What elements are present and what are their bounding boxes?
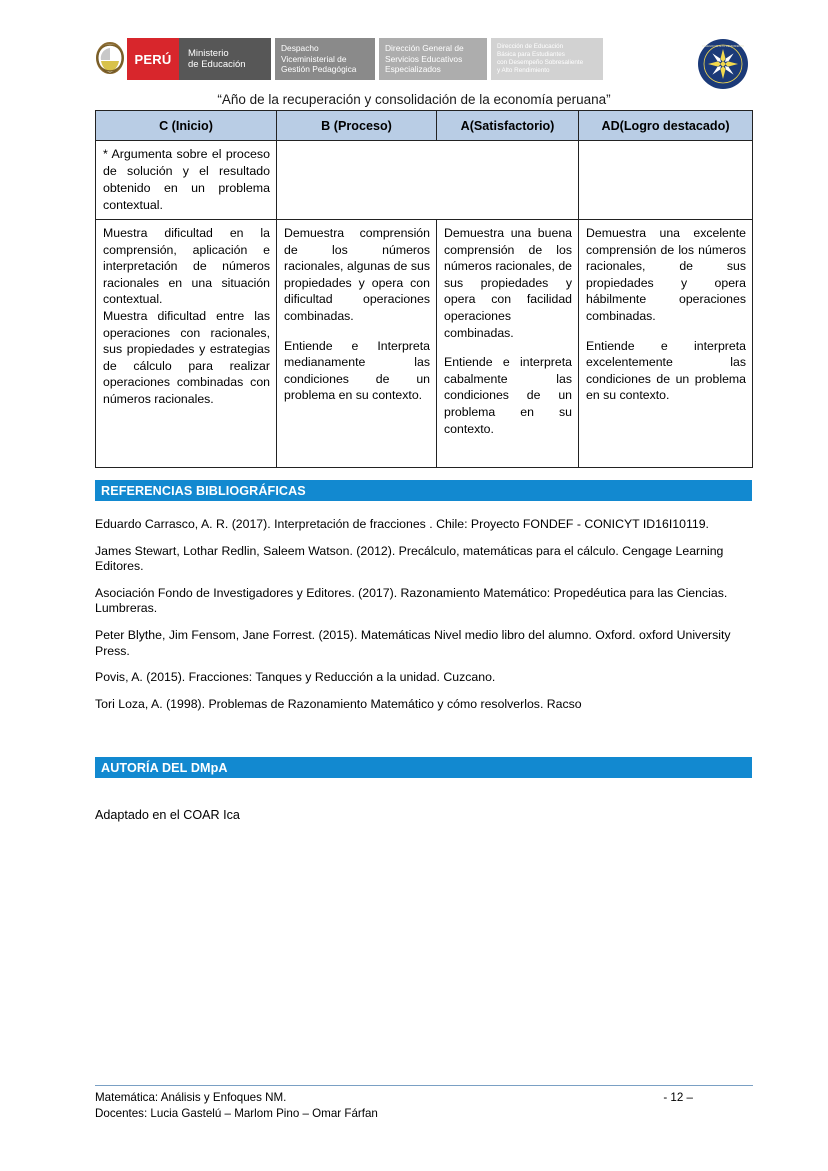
level-paragraph: Demuestra comprensión de los números racionales, algunas de sus propiedades y opera con dificultad operaciones combinadas. <box>284 226 430 323</box>
header-logo-strip <box>93 38 603 80</box>
svg-text:COLEGIO DE ALTO RENDIMIENTO: COLEGIO DE ALTO RENDIMIENTO <box>701 45 745 48</box>
peru-label-block <box>127 38 179 80</box>
ministry-line-1: Ministerio <box>188 47 229 59</box>
level-paragraph: Demuestra una excelente comprensión de los números racionales, de sus propiedades y opera hábilmente operaciones combinadas. <box>586 226 746 323</box>
section-banner-authorship: AUTORÍA DEL DMpA <box>95 757 752 778</box>
references-list <box>95 517 753 723</box>
vice-ministry-block <box>275 38 375 80</box>
level-paragraph: Entiende e Interpreta medianamente las condiciones de un problema en su contexto. <box>284 338 430 403</box>
deb-line-1: Dirección de Educación <box>497 43 564 50</box>
level-paragraph: Demuestra una buena comprensión de los números racionales, de sus propiedades y opera con facilidad operaciones combinadas. <box>444 226 572 340</box>
deb-line-2: Básica para Estudiantes <box>497 51 565 58</box>
deb-line-4: y Alto Rendimiento <box>497 67 550 74</box>
level-paragraph: Muestra dificultad en la comprensión, aplicación e interpretación de números racionales en una situación contextual. <box>103 226 270 307</box>
despacho-line-1: Despacho <box>281 43 319 54</box>
dgsee-line-1: Dirección General de <box>385 43 464 54</box>
coar-emblem-icon <box>697 38 749 90</box>
level-cell-a-satisfactorio <box>437 220 579 468</box>
despacho-line-2: Viceministerial de <box>281 53 347 64</box>
level-paragraph: Entiende e interpreta cabalmente las condiciones de un problema en su contexto. <box>444 355 572 436</box>
ministry-line-2: de Educación <box>188 59 246 70</box>
rubric-table <box>95 110 753 468</box>
despacho-line-3: Gestión Pedagógica <box>281 64 357 75</box>
column-header-ad-logro-destacado: AD(Logro destacado) <box>579 111 753 141</box>
criterion-cell: * Argumenta sobre el proceso de solución y el resultado obtenido en un problema contextual. <box>96 141 277 220</box>
list-item: Eduardo Carrasco, A. R. (2017). Interpretación de fracciones . Chile: Proyecto FONDEF - CONICYT ID16I10119. <box>95 517 709 531</box>
column-header-b-proceso: B (Proceso) <box>277 111 437 141</box>
footer-line-2: Docentes: Lucia Gastelú – Marlom Pino – Omar Fárfan <box>95 1107 378 1120</box>
column-header-a-satisfactorio: A(Satisfactorio) <box>437 111 579 141</box>
page-number: - 12 – <box>663 1091 693 1104</box>
authorship-text: Adaptado en el COAR Ica <box>95 808 240 822</box>
footer-line-1: Matemática: Análisis y Enfoques NM. <box>95 1091 287 1104</box>
table-row-levels <box>96 220 753 468</box>
table-header-row <box>96 111 753 141</box>
list-item: Peter Blythe, Jim Fensom, Jane Forrest. (2015). Matemáticas Nivel medio libro del alumno. Oxford. oxford University Press. <box>95 627 731 658</box>
footer-course-info <box>95 1090 378 1122</box>
list-item: Asociación Fondo de Investigadores y Editores. (2017). Razonamiento Matemático: Propedéutica para las Ciencias. Lumbreras. <box>95 585 728 616</box>
level-paragraph: Muestra dificultad entre las operaciones con racionales, sus propiedades y estrategias de cálculo para realizar operaciones combinadas con números racionales. <box>103 308 270 406</box>
footer-divider <box>95 1085 753 1086</box>
ministry-block <box>179 38 271 80</box>
criterion-blank-last-cell <box>579 141 753 220</box>
page-footer <box>95 1090 753 1122</box>
list-item: Povis, A. (2015). Fracciones: Tanques y Reducción a la unidad. Cuzcano. <box>95 670 496 685</box>
list-item: James Stewart, Lothar Redlin, Saleem Watson. (2012). Precálculo, matemáticas para el cálculo. Cengage Learning Editores. <box>95 543 724 574</box>
level-cell-ad-logro-destacado <box>579 220 753 468</box>
level-cell-b-proceso <box>277 220 437 468</box>
criterion-blank-middle-cell <box>277 141 579 220</box>
level-paragraph: Entiende e interpreta excelentemente las condiciones de un problema en su contexto. <box>586 338 746 403</box>
dgsee-line-3: Especializados <box>385 64 441 75</box>
peru-coat-of-arms-icon <box>93 38 127 80</box>
dgsee-line-2: Servicios Educativos <box>385 53 463 64</box>
section-banner-references: REFERENCIAS BIBLIOGRÁFICAS <box>95 480 752 501</box>
column-header-c-inicio: C (Inicio) <box>96 111 277 141</box>
deb-block <box>491 38 603 80</box>
list-item: Tori Loza, A. (1998). Problemas de Razonamiento Matemático y cómo resolverlos. Racso <box>95 696 582 711</box>
level-cell-c-inicio <box>96 220 277 468</box>
peru-label: PERÚ <box>134 51 172 67</box>
deb-line-3: con Desempeño Sobresaliente <box>497 59 584 66</box>
document-year-slogan: “Año de la recuperación y consolidación de la economía peruana” <box>217 92 611 107</box>
dgsee-block <box>379 38 487 80</box>
table-row-criterion <box>96 141 753 220</box>
